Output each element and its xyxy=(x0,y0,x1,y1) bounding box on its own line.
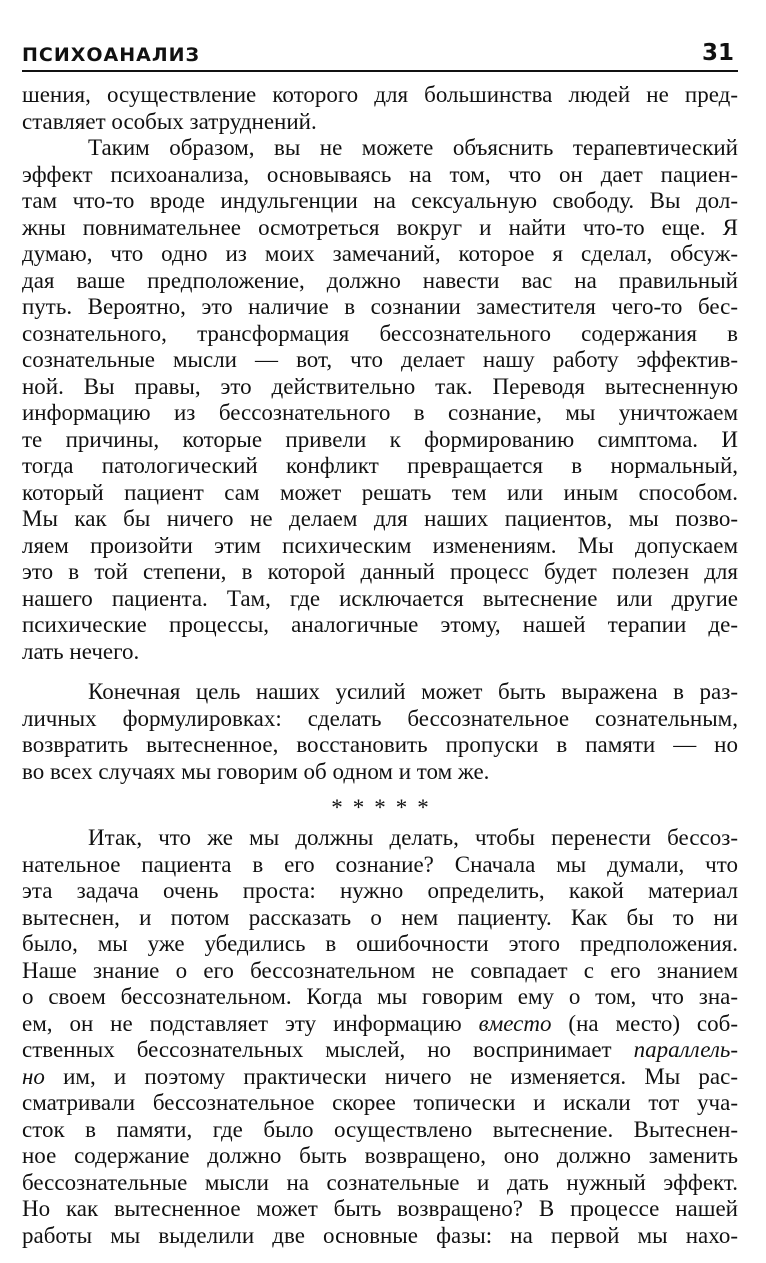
section-separator: ***** xyxy=(331,795,439,820)
text-line: Но как вытесненное может быть возвращено? В процессе нашей xyxy=(22,1196,738,1221)
text-line: ное содержание должно быть возвращено, оно должно заменить xyxy=(22,1143,738,1168)
text-line: возвратить вытесненное, восстановить пропуски в памяти — но xyxy=(22,732,738,757)
italic-word: вместо xyxy=(478,1010,552,1036)
text-span: (на место) соб- xyxy=(551,1010,738,1036)
text-line: ляем произойти этим психическим изменениям. Мы допускаем xyxy=(22,532,738,558)
body-text xyxy=(22,82,738,1249)
text-line: шения, осуществление которого для большинства людей не пред- xyxy=(22,82,738,107)
text-line: сток в памяти, где было осуществлено вытеснение. Вытеснен- xyxy=(22,1116,738,1142)
paragraph-3 xyxy=(22,679,738,785)
text-line: психические процессы, аналогичные этому, нашей терапии де- xyxy=(22,612,738,637)
text-line: нашего пациента. Там, где исключается вытеснение или другие xyxy=(22,585,738,611)
text-line: ставляет особых затруднений. xyxy=(22,108,317,134)
text-line: сматривали бессознательное скорее топически и искали тот уча- xyxy=(22,1090,738,1115)
text-line: ной. Вы правы, это действительно так. Переводя вытесненную xyxy=(22,373,738,399)
text-line: Итак, что же мы должны делать, чтобы перенести бессоз- xyxy=(88,825,738,850)
text-line: который пациент сам может решать тем или иным способом. xyxy=(22,479,738,505)
paragraph-2 xyxy=(22,135,738,665)
text-line xyxy=(22,1064,738,1091)
text-line: сознательного, трансформация бессознательного содержания в xyxy=(22,320,738,346)
text-line: дая ваше предположение, должно навести вас на правильный xyxy=(22,267,738,293)
text-line: было, мы уже убедились в ошибочности этого предположения. xyxy=(22,931,738,956)
text-line: о своем бессознательном. Когда мы говорим ему о том, что зна- xyxy=(22,984,738,1009)
text-line: информацию из бессознательного в сознание, мы уничтожаем xyxy=(22,400,738,425)
text-span: ственных бессознательных мыслей, но воспринимает xyxy=(22,1037,634,1062)
text-line: нательное пациента в его сознание? Сначала мы думали, что xyxy=(22,851,738,877)
text-line: это в той степени, в которой данный процесс будет полезен для xyxy=(22,559,738,584)
text-line: работы мы выделили две основные фазы: на первой мы нахо- xyxy=(22,1222,738,1248)
text-line: лать нечего. xyxy=(22,638,140,664)
text-line: те причины, которые привели к формированию симптома. И xyxy=(22,426,738,452)
text-line: тогда патологический конфликт превращается в нормальный, xyxy=(22,453,738,478)
text-line: Конечная цель наших усилий может быть выражена в раз- xyxy=(88,679,738,704)
text-line: бессознательные мысли на сознательные и дать нужный эффект. xyxy=(22,1169,738,1195)
italic-word: параллель- xyxy=(633,1037,738,1062)
text-line: думаю, что одно из моих замечаний, которое я сделал, обсуж- xyxy=(22,241,738,266)
text-line: Наше знание о его бессознательном не совпадает с его знанием xyxy=(22,957,738,983)
text-line xyxy=(22,1037,738,1064)
paragraph-1 xyxy=(22,82,738,135)
text-line xyxy=(22,1011,738,1038)
page-number: 31 xyxy=(701,40,734,66)
italic-word: но xyxy=(22,1063,45,1089)
text-line: вытеснен, и потом рассказать о нем пациенту. Как бы то ни xyxy=(22,904,738,930)
page-header xyxy=(22,40,738,72)
text-line: во всех случаях мы говорим об одном и том же. xyxy=(22,758,490,784)
text-line: Мы как бы ничего не делаем для наших пациентов, мы позво- xyxy=(22,506,738,531)
text-line: сознательные мысли — вот, что делает нашу работу эффектив- xyxy=(22,347,738,372)
text-span: ем, он не подставляет эту информацию xyxy=(22,1010,479,1036)
running-title: ПСИХОАНАЛИЗ xyxy=(22,44,201,66)
text-line: личных формулировках: сделать бессознательное сознательным, xyxy=(22,705,738,731)
text-line: жны повнимательнее осмотреться вокруг и найти что-то еще. Я xyxy=(22,214,738,240)
text-line: путь. Вероятно, это наличие в сознании заместителя чего-то бес- xyxy=(22,294,738,319)
paragraph-4 xyxy=(22,825,738,1249)
text-line: там что-то вроде индульгенции на сексуальную свободу. Вы дол- xyxy=(22,188,738,213)
text-line: эта задача очень проста: нужно определить, какой материал xyxy=(22,878,738,903)
text-line: Таким образом, вы не можете объяснить терапевтический xyxy=(88,135,738,160)
text-line: эффект психоанализа, основываясь на том, что он дает пациен- xyxy=(22,161,738,187)
text-span: им, и поэтому практически ничего не изменяется. Мы рас- xyxy=(44,1063,738,1089)
